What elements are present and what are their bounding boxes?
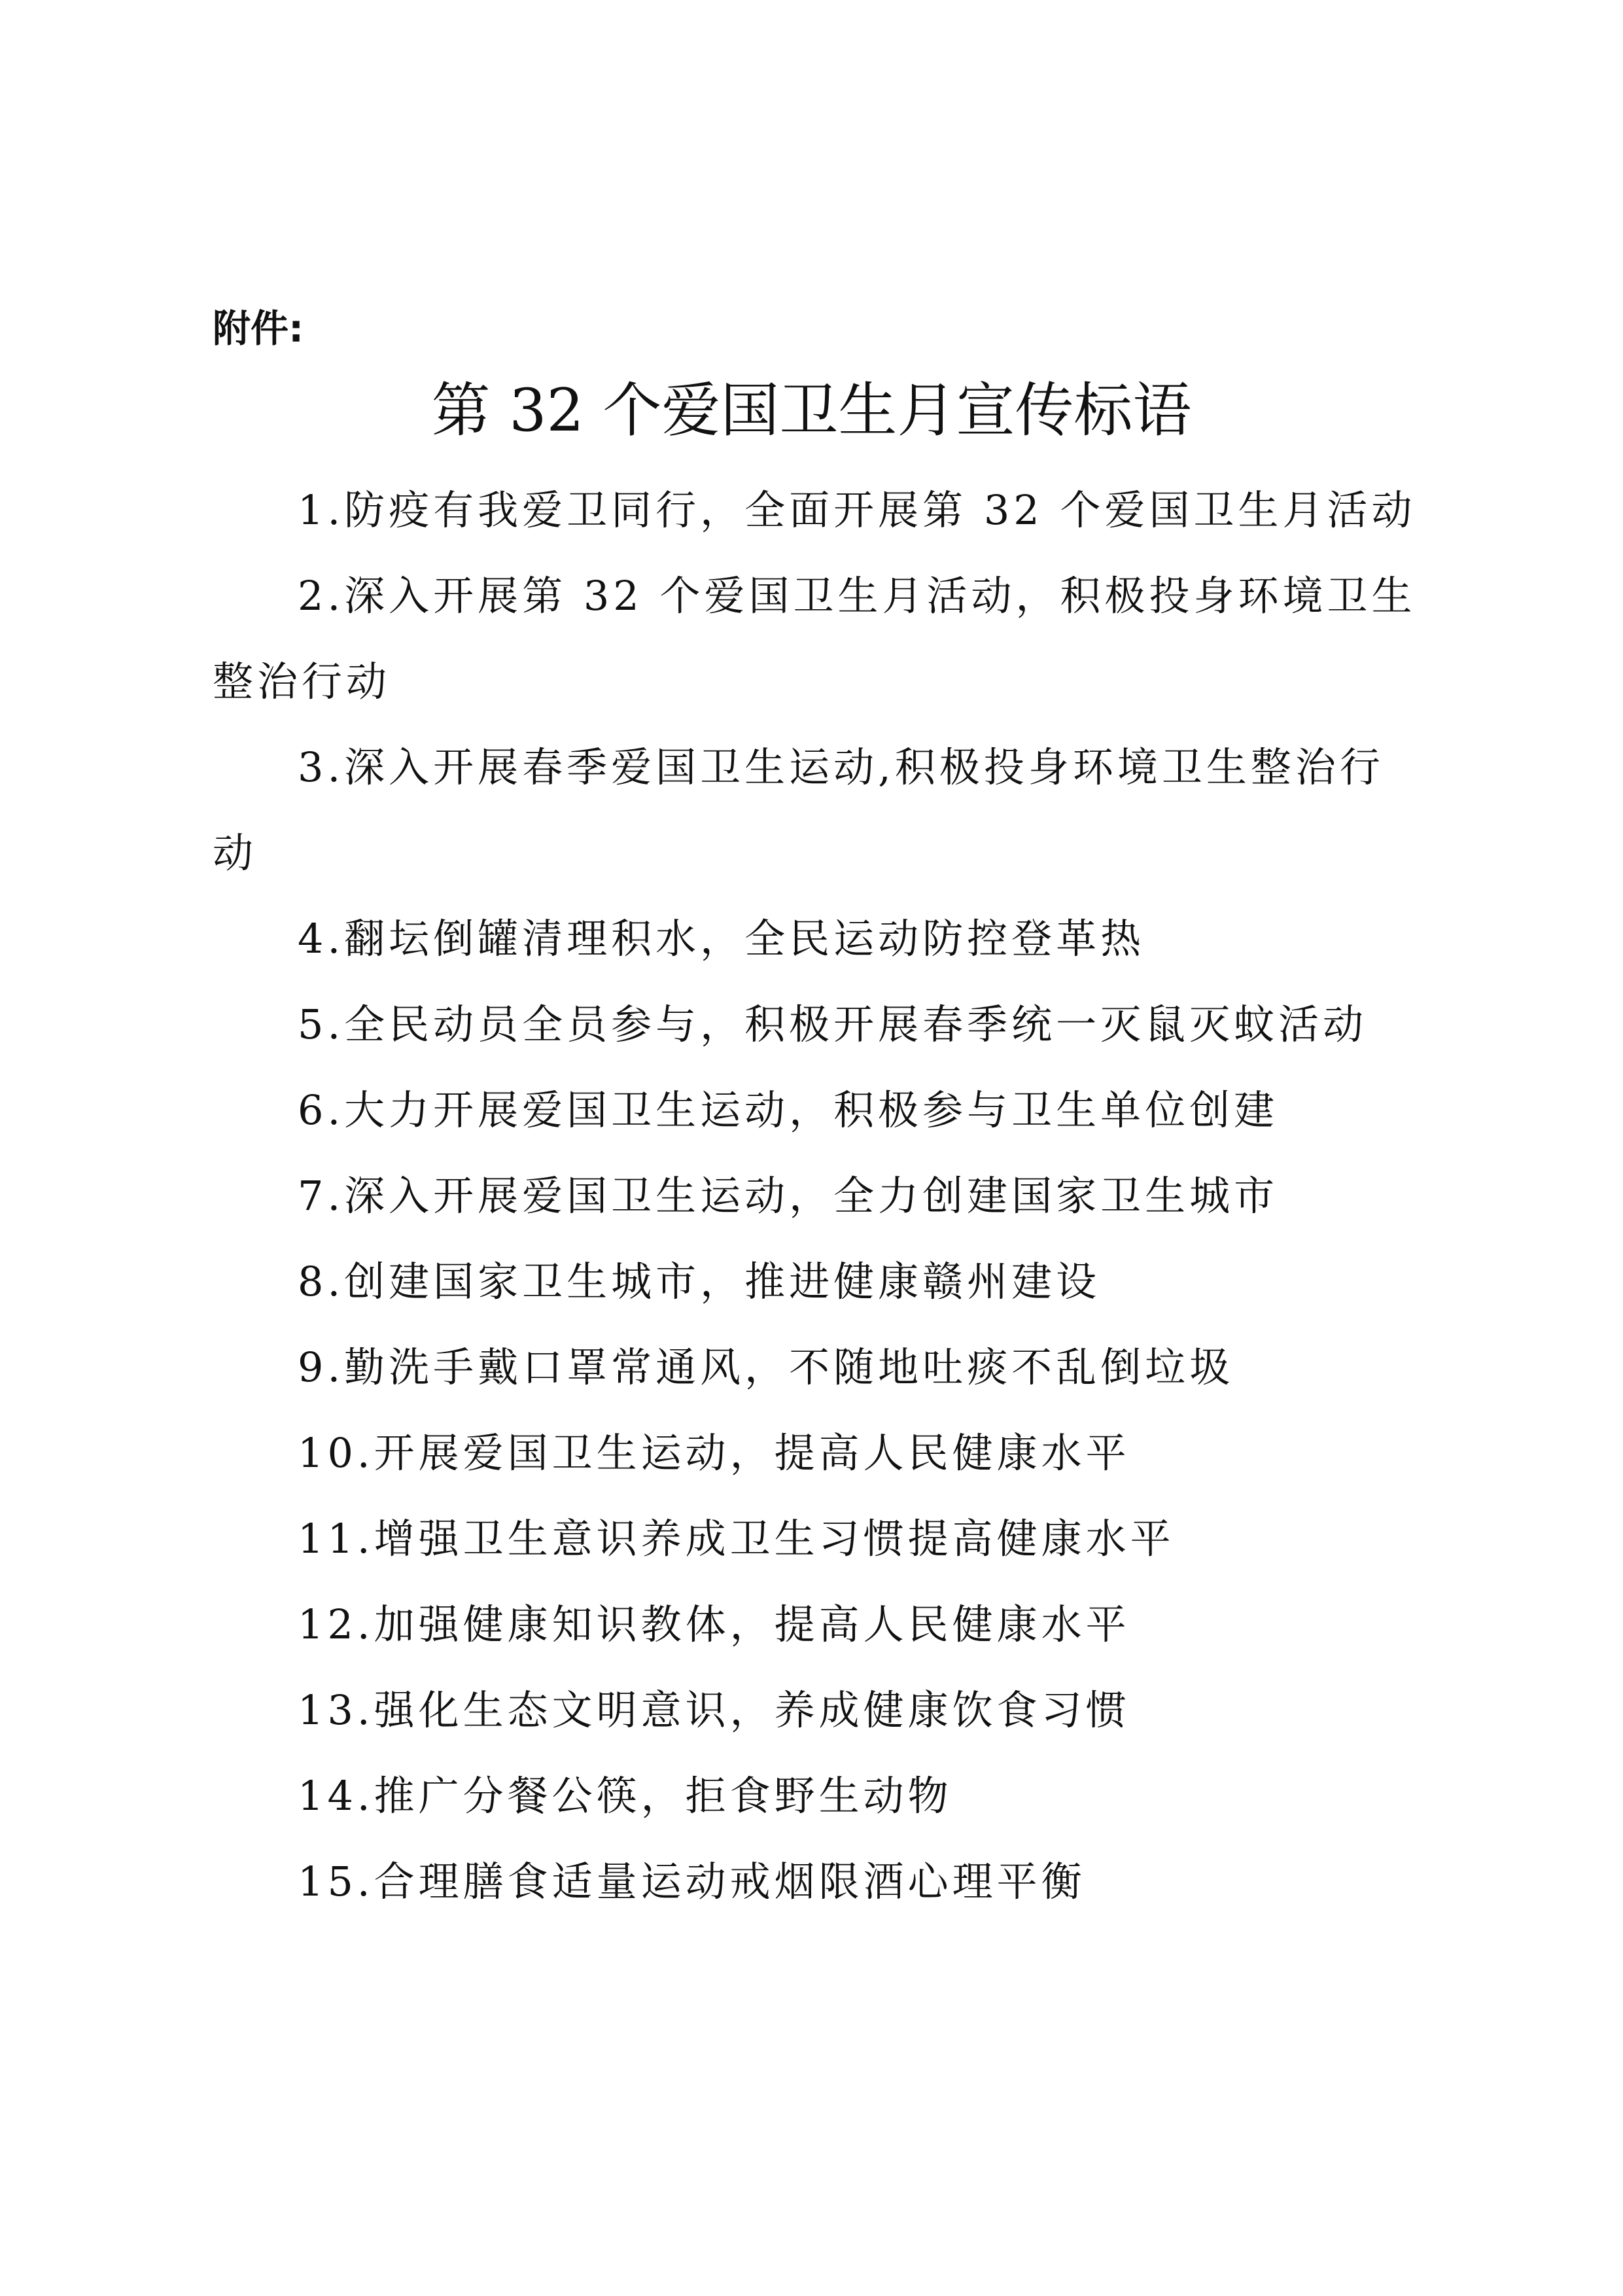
slogan-item-15: 15.合理膳食适量运动戒烟限酒心理平衡 [298,1858,1086,1905]
slogan-list [213,467,1416,1924]
slogan-item-12: 12.加强健康知识教体，提高人民健康水平 [298,1600,1130,1648]
slogan-item-4: 4.翻坛倒罐清理积水，全民运动防控登革热 [298,915,1145,963]
slogan-item-7: 7.深入开展爱国卫生运动，全力创建国家卫生城市 [298,1172,1279,1220]
slogan-item-1: 1.防疫有我爱卫同行，全面开展第 32 个爱国卫生月活动 [298,486,1416,534]
attachment-label: 附件: [213,306,304,351]
slogan-item-10: 10.开展爱国卫生运动，提高人民健康水平 [298,1429,1130,1477]
slogan-item-14: 14.推广分餐公筷，拒食野生动物 [298,1772,952,1820]
slogan-item-8: 8.创建国家卫生城市，推进健康赣州建设 [298,1258,1101,1305]
slogan-item-13: 13.强化生态文明意识，养成健康饮食习惯 [298,1686,1130,1734]
slogan-item-2: 2.深入开展第 32 个爱国卫生月活动，积极投身环境卫生整治行动 [213,572,1416,705]
slogan-item-3: 3.深入开展春季爱国卫生运动,积极投身环境卫生整治行动 [213,743,1384,877]
page-title: 第 32 个爱国卫生月宣传标语 [431,376,1192,445]
slogan-item-5: 5.全民动员全员参与，积极开展春季统一灭鼠灭蚊活动 [298,1000,1368,1048]
slogan-item-9: 9.勤洗手戴口罩常通风，不随地吐痰不乱倒垃圾 [298,1343,1234,1391]
slogan-item-11: 11.增强卫生意识养成卫生习惯提高健康水平 [298,1515,1175,1563]
slogan-item-6: 6.大力开展爱国卫生运动，积极参与卫生单位创建 [298,1086,1279,1134]
